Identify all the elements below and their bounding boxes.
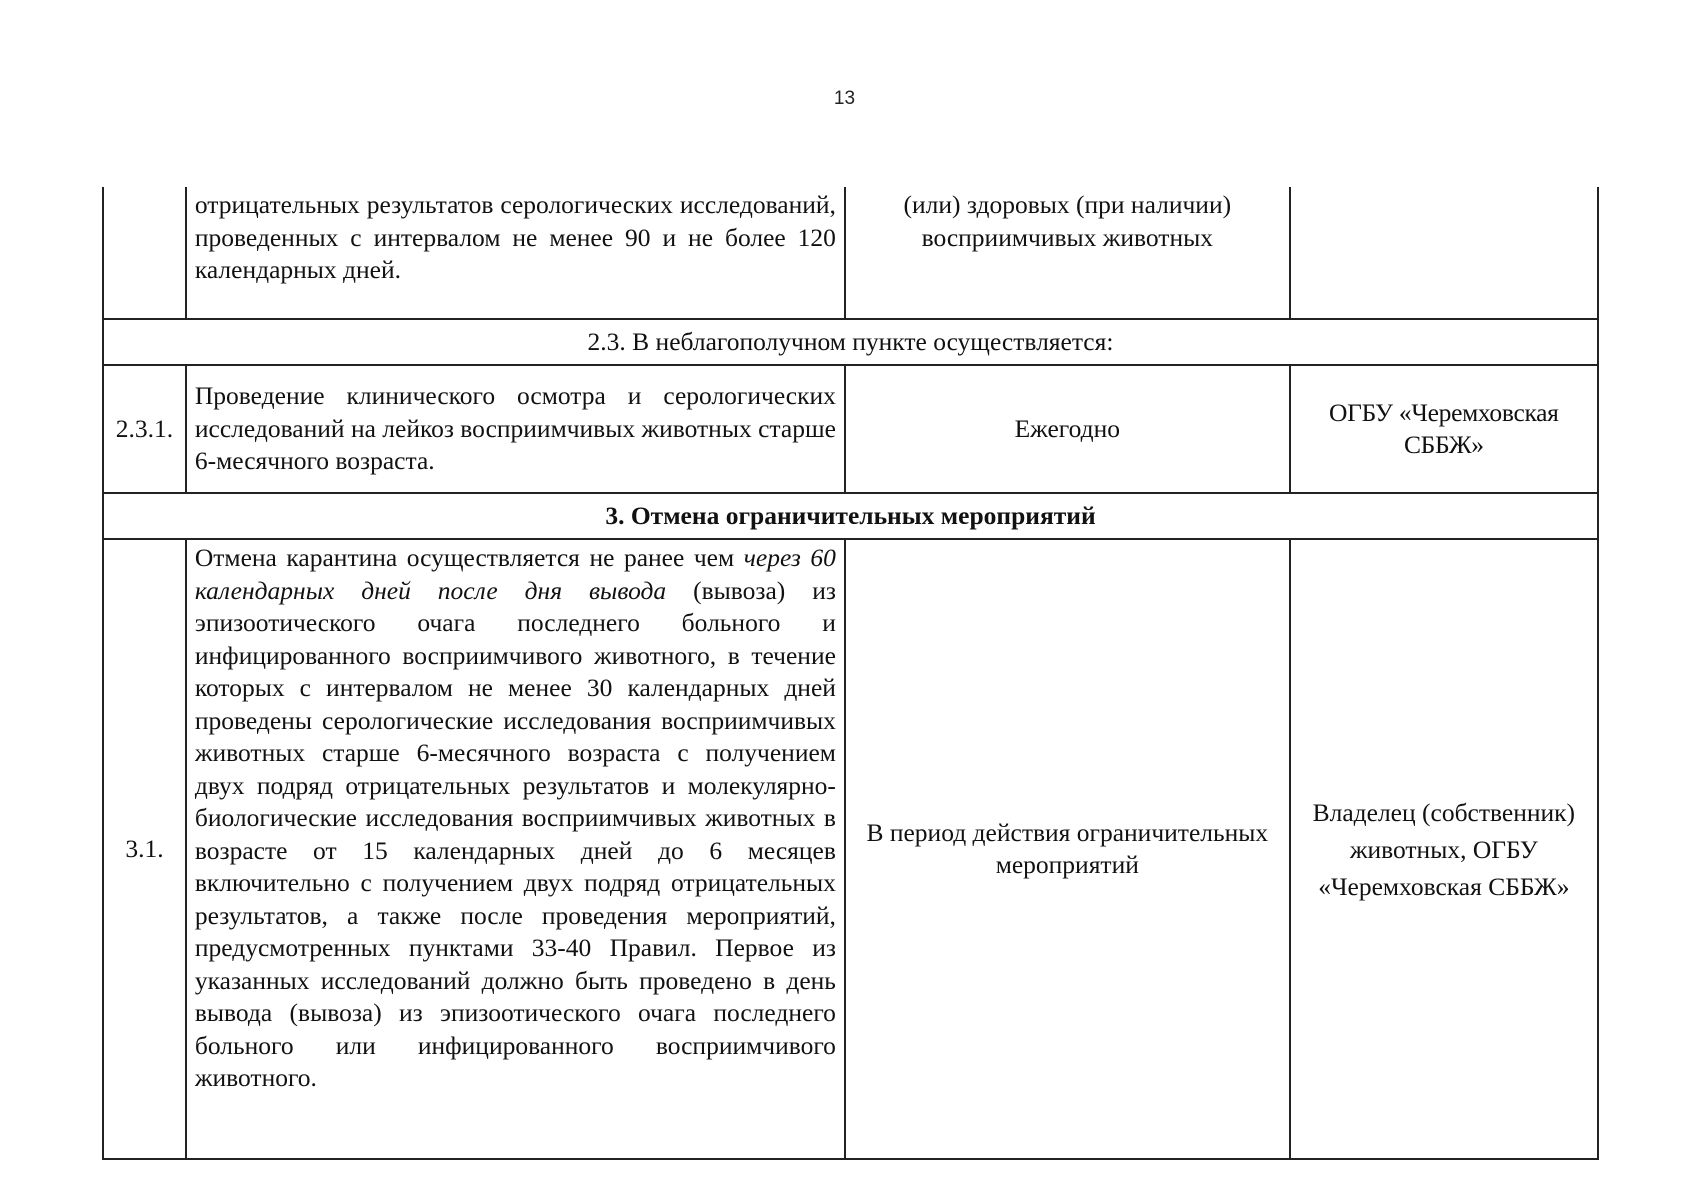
cell-measure-text [186,539,845,1159]
measure-text-part1: Отмена карантина осуществляется не ранее чем [194,543,735,572]
section-heading-3: 3. Отмена ограничительных мероприятий [103,493,1598,539]
cell-responsible [1290,365,1598,493]
cell-deadline: В период действия ограничительных мероприятий [845,539,1290,1159]
cell-measure-text: Проведение клинического осмотра и серологических исследований на лейкоз восприимчивых животных старше 6-месячного возраста. [186,365,845,493]
cell-num-empty [103,187,186,319]
section-heading-2-3: 2.3. В неблагополучном пункте осуществляется: [103,319,1598,365]
measure-text-part2: (вывоза) из эпизоотического очага последнего больного и инфицированного восприимчивого животного, в течение которых с интервалом не менее 30 календарных дней проведены серологические исследования восприимчивых животных старше 6-месячного возраста с получением двух подряд отрицательных результатов и молекулярно-биологические исследования восприимчивых животных в возрасте от 15 календарных дней до 6 месяцев включительно с получением двух подряд отрицательных результатов, а также после проведения мероприятий, предусмотренных пунктами 33-40 Правил. Первое из указанных исследований должно быть проведено в день вывода (вывоза) из эпизоотического очага последнего больного или инфицированного восприимчивого животного. [194,575,836,1092]
section-heading-row [103,319,1598,365]
cell-responsible [1290,187,1598,319]
section-heading-row [103,493,1598,539]
cell-measure-text: отрицательных результатов серологических исследований, проведенных с интервалом не менее 90 и не более 120 календарных дней. [186,187,845,319]
table-row [103,365,1598,493]
cell-deadline: Ежегодно [845,365,1290,493]
cell-deadline: (или) здоровых (при наличии) восприимчивых животных [845,187,1290,319]
measures-table [102,187,1599,1160]
table-row-continuation [103,187,1598,319]
responsible-org: ОГБУ «Черемховская СББЖ» [1329,397,1559,459]
measure-text-italic: через 60 календарных дней после дня вывода [194,543,836,605]
table-row [103,539,1598,1159]
cell-item-number: 2.3.1. [103,365,186,493]
cell-responsible: Владелец (собственник) животных, ОГБУ «Черемховская СББЖ» [1290,539,1598,1159]
page-number: 13 [833,88,856,109]
cell-item-number: 3.1. [103,539,186,1159]
